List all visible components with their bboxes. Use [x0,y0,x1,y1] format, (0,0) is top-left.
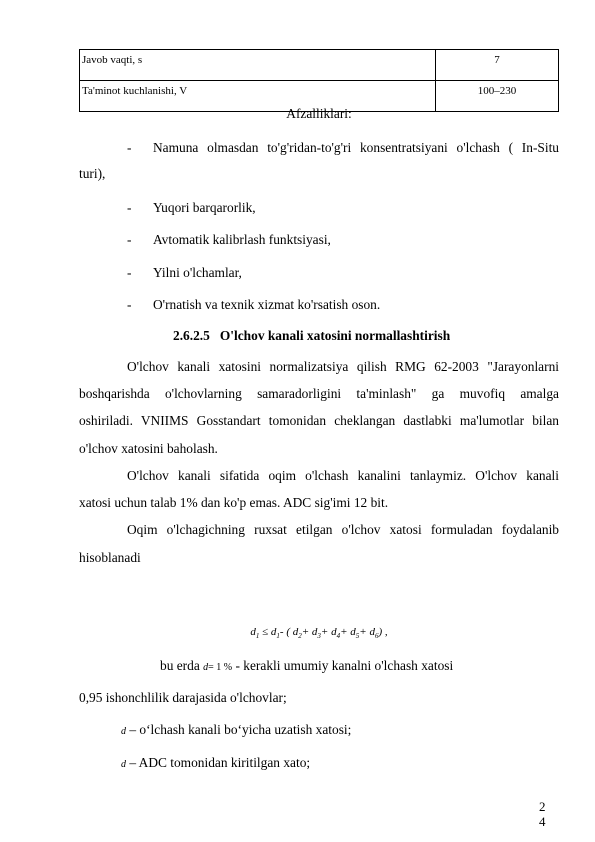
paragraph-line: O'lchov kanali sifatida oqim o'lchash kanalini tanlaymiz. O'lchov kanali [127,468,559,483]
explanation-line: d – o‘lchash kanali bo‘yicha uzatish xatosi; [121,722,352,737]
paragraph-line: o'lchov xatosini baholash. [79,441,218,456]
page-number-digit: 4 [539,814,546,829]
section-number: 2.6.2.5 [173,328,210,343]
advantages-heading: Afzalliklari: [286,106,352,121]
list-dash: - [127,140,132,155]
list-dash: - [127,297,132,312]
list-dash: - [127,200,132,215]
paragraph-line: Oqim o'lchagichning ruxsat etilgan o'lchov xatosi formuladan foydalanib [127,522,559,537]
list-item-text: Avtomatik kalibrlash funktsiyasi, [153,232,331,247]
list-item-text: Yuqori barqarorlik, [153,200,256,215]
list-item-text: Yilni o'lchamlar, [153,265,242,280]
table-row [80,50,559,81]
section-heading [173,328,450,344]
section-title: O'lchov kanali xatosini normallashtirish [219,328,451,343]
paragraph-line: boshqarishda o'lchovlarning samaradorligini ta'minlash" ga muvofiq amalga [79,386,559,401]
list-dash: - [127,232,132,247]
page-number-digit: 2 [539,799,546,814]
list-item-text: Namuna olmasdan to'g'ridan-to'g'ri konsentratsiyani o'lchash ( In-Situ [153,140,559,155]
list-dash: - [127,265,132,280]
table-cell-label: Javob vaqti, s [80,50,436,81]
list-item-text: O'rnatish va texnik xizmat ko'rsatish oson. [153,297,381,312]
paragraph-line: hisoblanadi [79,550,141,565]
error-formula: $d_1 \le d_1-$ ( $d_2+ d_3+ d_4+ d_5+ d_6$) , [250,626,388,641]
table-cell-value: 100–230 [436,81,559,112]
list-item-text-cont: turi), [79,166,106,181]
table-cell-value: 7 [436,50,559,81]
table-cell-label: Ta'minot kuchlanishi, V [80,81,436,112]
spec-table [79,49,559,112]
explanation-line: d – ADC tomonidan kiritilgan xato; [121,755,311,770]
explanation-line: bu erda d= 1 % - kerakli umumiy kanalni o'lchash xatosi [160,658,454,673]
explanation-line: 0,95 ishonchlilik darajasida o'lchovlar; [79,690,287,705]
paragraph-line: xatosi uchun talab 1% dan ko'p emas. ADC sig'imi 12 bit. [79,495,389,510]
paragraph-line: oshiriladi. VNIIMS Gosstandart tomonidan cheklangan dastlabki ma'lumotlar bilan [79,413,559,428]
paragraph-line: O'lchov kanali xatosini normalizatsiya qilish RMG 62-2003 "Jarayonlarni [127,359,559,374]
